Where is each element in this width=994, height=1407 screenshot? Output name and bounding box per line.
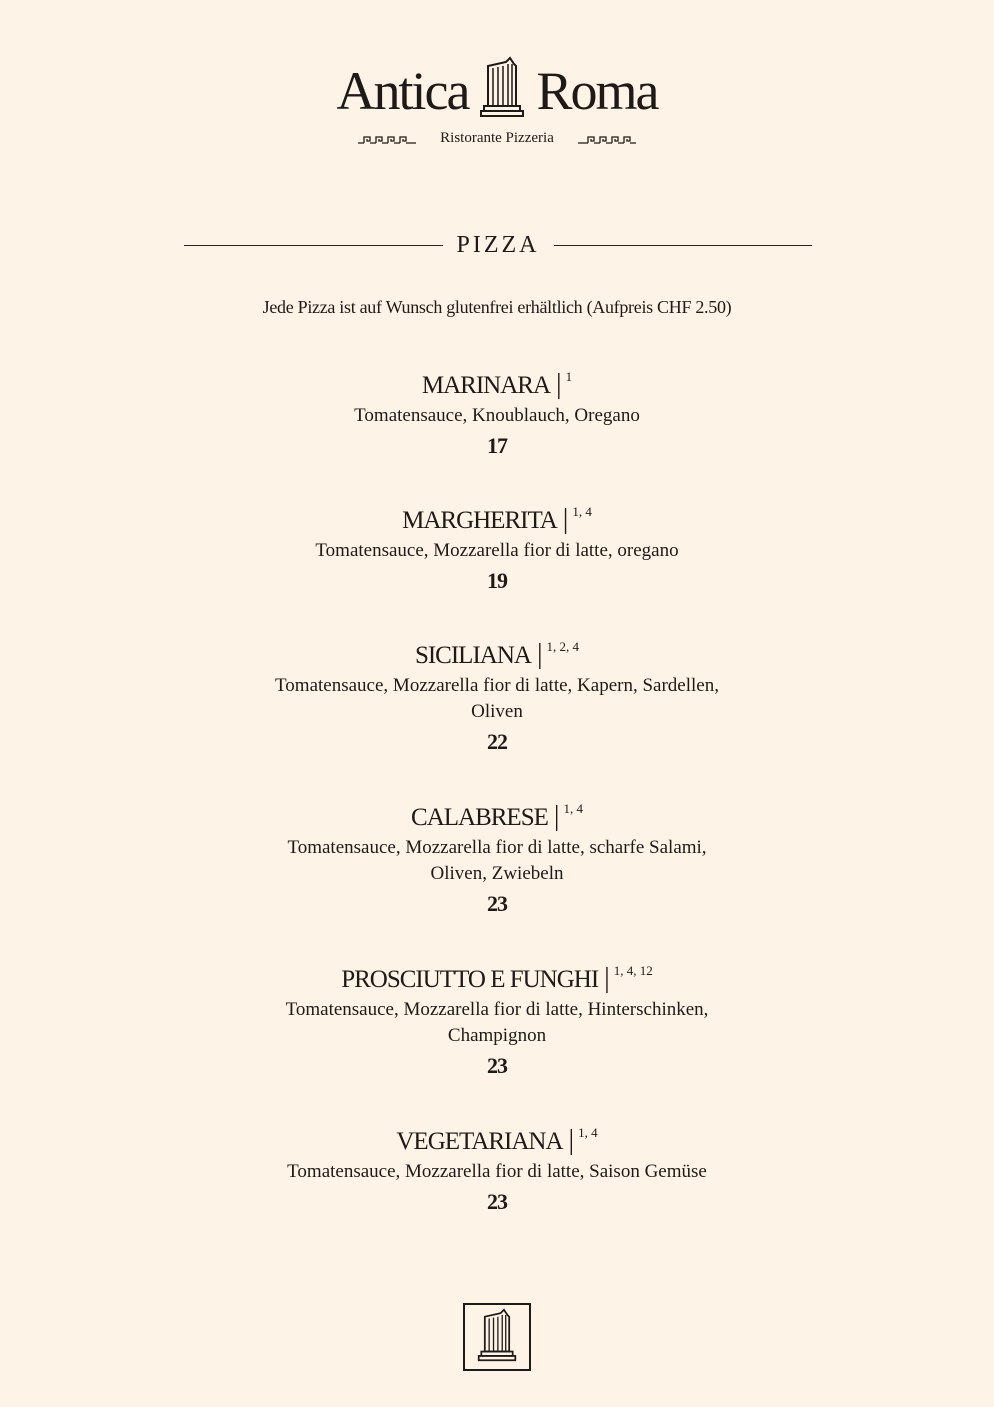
section-heading bbox=[184, 228, 812, 262]
item-price: 23 bbox=[487, 891, 507, 916]
item-price: 19 bbox=[487, 568, 507, 593]
item-name-row bbox=[0, 1118, 994, 1157]
divider-left bbox=[184, 245, 443, 246]
item-allergens: 1, 4, 12 bbox=[613, 963, 653, 978]
item-separator: | bbox=[536, 639, 543, 670]
greek-meander-icon bbox=[358, 133, 418, 145]
item-price: 23 bbox=[487, 1189, 507, 1214]
item-description: Tomatensauce, Mozzarella fior di latte, Saison Gemüse bbox=[287, 1161, 707, 1182]
item-price: 23 bbox=[487, 1053, 507, 1078]
item-price: 22 bbox=[487, 729, 507, 754]
item-name-row bbox=[0, 794, 994, 833]
menu-item bbox=[0, 362, 994, 461]
item-allergens: 1, 4 bbox=[578, 1125, 598, 1140]
item-name: MARGHERITA bbox=[402, 507, 557, 534]
item-name-row bbox=[0, 362, 994, 401]
broken-column-icon bbox=[480, 56, 524, 118]
menu-item bbox=[0, 1118, 994, 1217]
item-price: 17 bbox=[487, 433, 507, 458]
item-description: Tomatensauce, Mozzarella fior di latte, scharfe Salami, Oliven, Zwiebeln bbox=[287, 837, 707, 884]
subtitle-row bbox=[0, 130, 994, 147]
item-allergens: 1 bbox=[565, 369, 573, 384]
greek-meander-icon bbox=[576, 133, 636, 145]
item-name: CALABRESE bbox=[411, 804, 548, 831]
item-separator: | bbox=[556, 369, 562, 400]
item-separator: | bbox=[568, 1125, 575, 1156]
item-description: Tomatensauce, Mozzarella fior di latte, Hinterschinken, Champignon bbox=[285, 999, 709, 1046]
item-allergens: 1, 4 bbox=[572, 504, 592, 519]
brand-name-right: Roma bbox=[536, 61, 658, 121]
item-name: MARINARA bbox=[421, 372, 550, 399]
item-name-row bbox=[0, 956, 994, 995]
item-name: SICILIANA bbox=[414, 642, 531, 669]
item-separator: | bbox=[604, 963, 610, 994]
gluten-free-note: Jede Pizza ist auf Wunsch glutenfrei erhältlich (Aufpreis CHF 2.50) bbox=[262, 297, 732, 317]
divider-right bbox=[554, 245, 813, 246]
broken-column-icon bbox=[477, 1308, 517, 1367]
item-separator: | bbox=[553, 801, 560, 832]
menu-item bbox=[0, 632, 994, 757]
menu-item bbox=[0, 794, 994, 919]
item-name: PROSCIUTTO E FUNGHI bbox=[341, 966, 599, 993]
brand-name-left: Antica bbox=[336, 61, 469, 121]
item-allergens: 1, 2, 4 bbox=[546, 639, 580, 654]
menu-item bbox=[0, 497, 994, 596]
item-description: Tomatensauce, Mozzarella fior di latte, Kapern, Sardellen, Oliven bbox=[275, 675, 719, 722]
item-name-row bbox=[0, 497, 994, 536]
section-title: PIZZA bbox=[456, 231, 540, 258]
brand-logo bbox=[0, 48, 994, 121]
item-name-row bbox=[0, 632, 994, 671]
item-separator: | bbox=[562, 504, 569, 535]
menu-item bbox=[0, 956, 994, 1081]
restaurant-header bbox=[0, 48, 994, 147]
item-name: VEGETARIANA bbox=[396, 1128, 563, 1155]
restaurant-subtitle: Ristorante Pizzeria bbox=[440, 130, 554, 146]
item-allergens: 1, 4 bbox=[563, 801, 583, 816]
item-description: Tomatensauce, Mozzarella fior di latte, oregano bbox=[315, 540, 679, 561]
footer-logo bbox=[463, 1303, 531, 1371]
item-description: Tomatensauce, Knoublauch, Oregano bbox=[354, 405, 640, 426]
